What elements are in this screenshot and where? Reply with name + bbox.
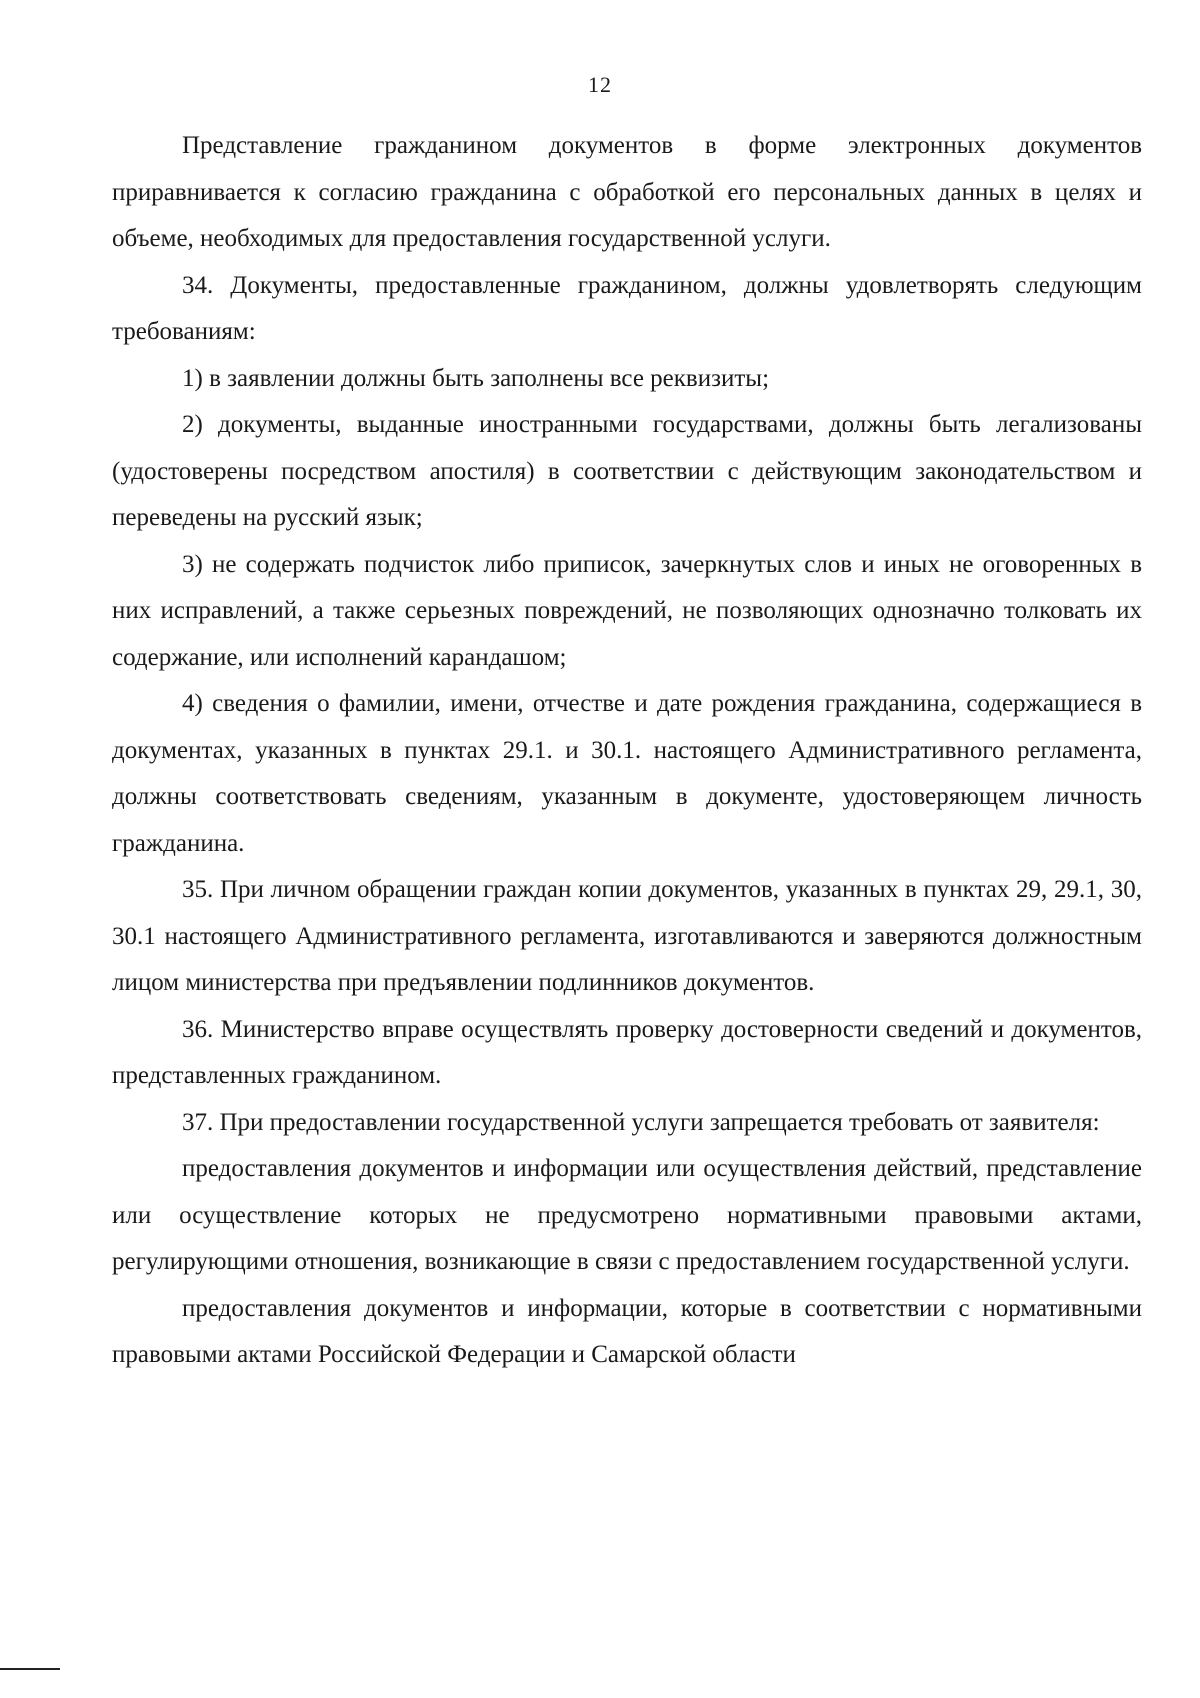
page-number: 12: [588, 72, 612, 97]
paragraph-prohibition-2: предоставления документов и информации, которые в соответствии с нормативными правовыми актами Российской Федерации и Самарской области: [112, 1294, 1142, 1368]
paragraph-electronic-consent: Представление гражданином документов в форме электронных документов приравнивается к согласию гражданина с обработкой его персональных данных в целях и объеме, необходимых для предоставления государственной услуги.: [112, 132, 1142, 252]
paragraph-requirement-1: 1) в заявлении должны быть заполнены все реквизиты;: [182, 364, 770, 392]
footer-divider: [0, 1668, 60, 1670]
paragraph-requirement-2: 2) документы, выданные иностранными государствами, должны быть легализованы (удостоверены посредством апостиля) в соответствии с действующим законодательством и переведены на русский язык;: [112, 411, 1142, 531]
paragraph-item-34: 34. Документы, предоставленные гражданином, должны удовлетворять следующим требованиям:: [112, 271, 1142, 345]
paragraph-requirement-3: 3) не содержать подчисток либо приписок, зачеркнутых слов и иных не оговоренных в них исправлений, а также серьезных повреждений, не позволяющих однозначно толковать их содержание, или исполнений карандашом;: [112, 550, 1142, 671]
document-body: [112, 123, 1142, 1379]
paragraph-item-37: 37. При предоставлении государственной услуги запрещается требовать от заявителя:: [182, 1108, 1100, 1136]
paragraph-prohibition-1: предоставления документов и информации или осуществления действий, представление или осуществление которых не предусмотрено нормативными правовыми актами, регулирующими отношения, возникающие в связи с предоставлением государственной услуги.: [112, 1155, 1142, 1275]
paragraph-item-35: 35. При личном обращении граждан копии документов, указанных в пунктах 29, 29.1, 30, 30.1 настоящего Административного регламента, изготавливаются и заверяются должностным лицом министерства при предъявлении подлинников документов.: [112, 876, 1142, 996]
paragraph-item-36: 36. Министерство вправе осуществлять проверку достоверности сведений и документов, представленных гражданином.: [112, 1015, 1142, 1089]
paragraph-requirement-4: 4) сведения о фамилии, имени, отчестве и дате рождения гражданина, содержащиеся в документах, указанных в пунктах 29.1. и 30.1. настоящего Административного регламента, должны соответствовать сведениям, указанным в документе, удостоверяющем личность гражданина.: [112, 690, 1142, 857]
